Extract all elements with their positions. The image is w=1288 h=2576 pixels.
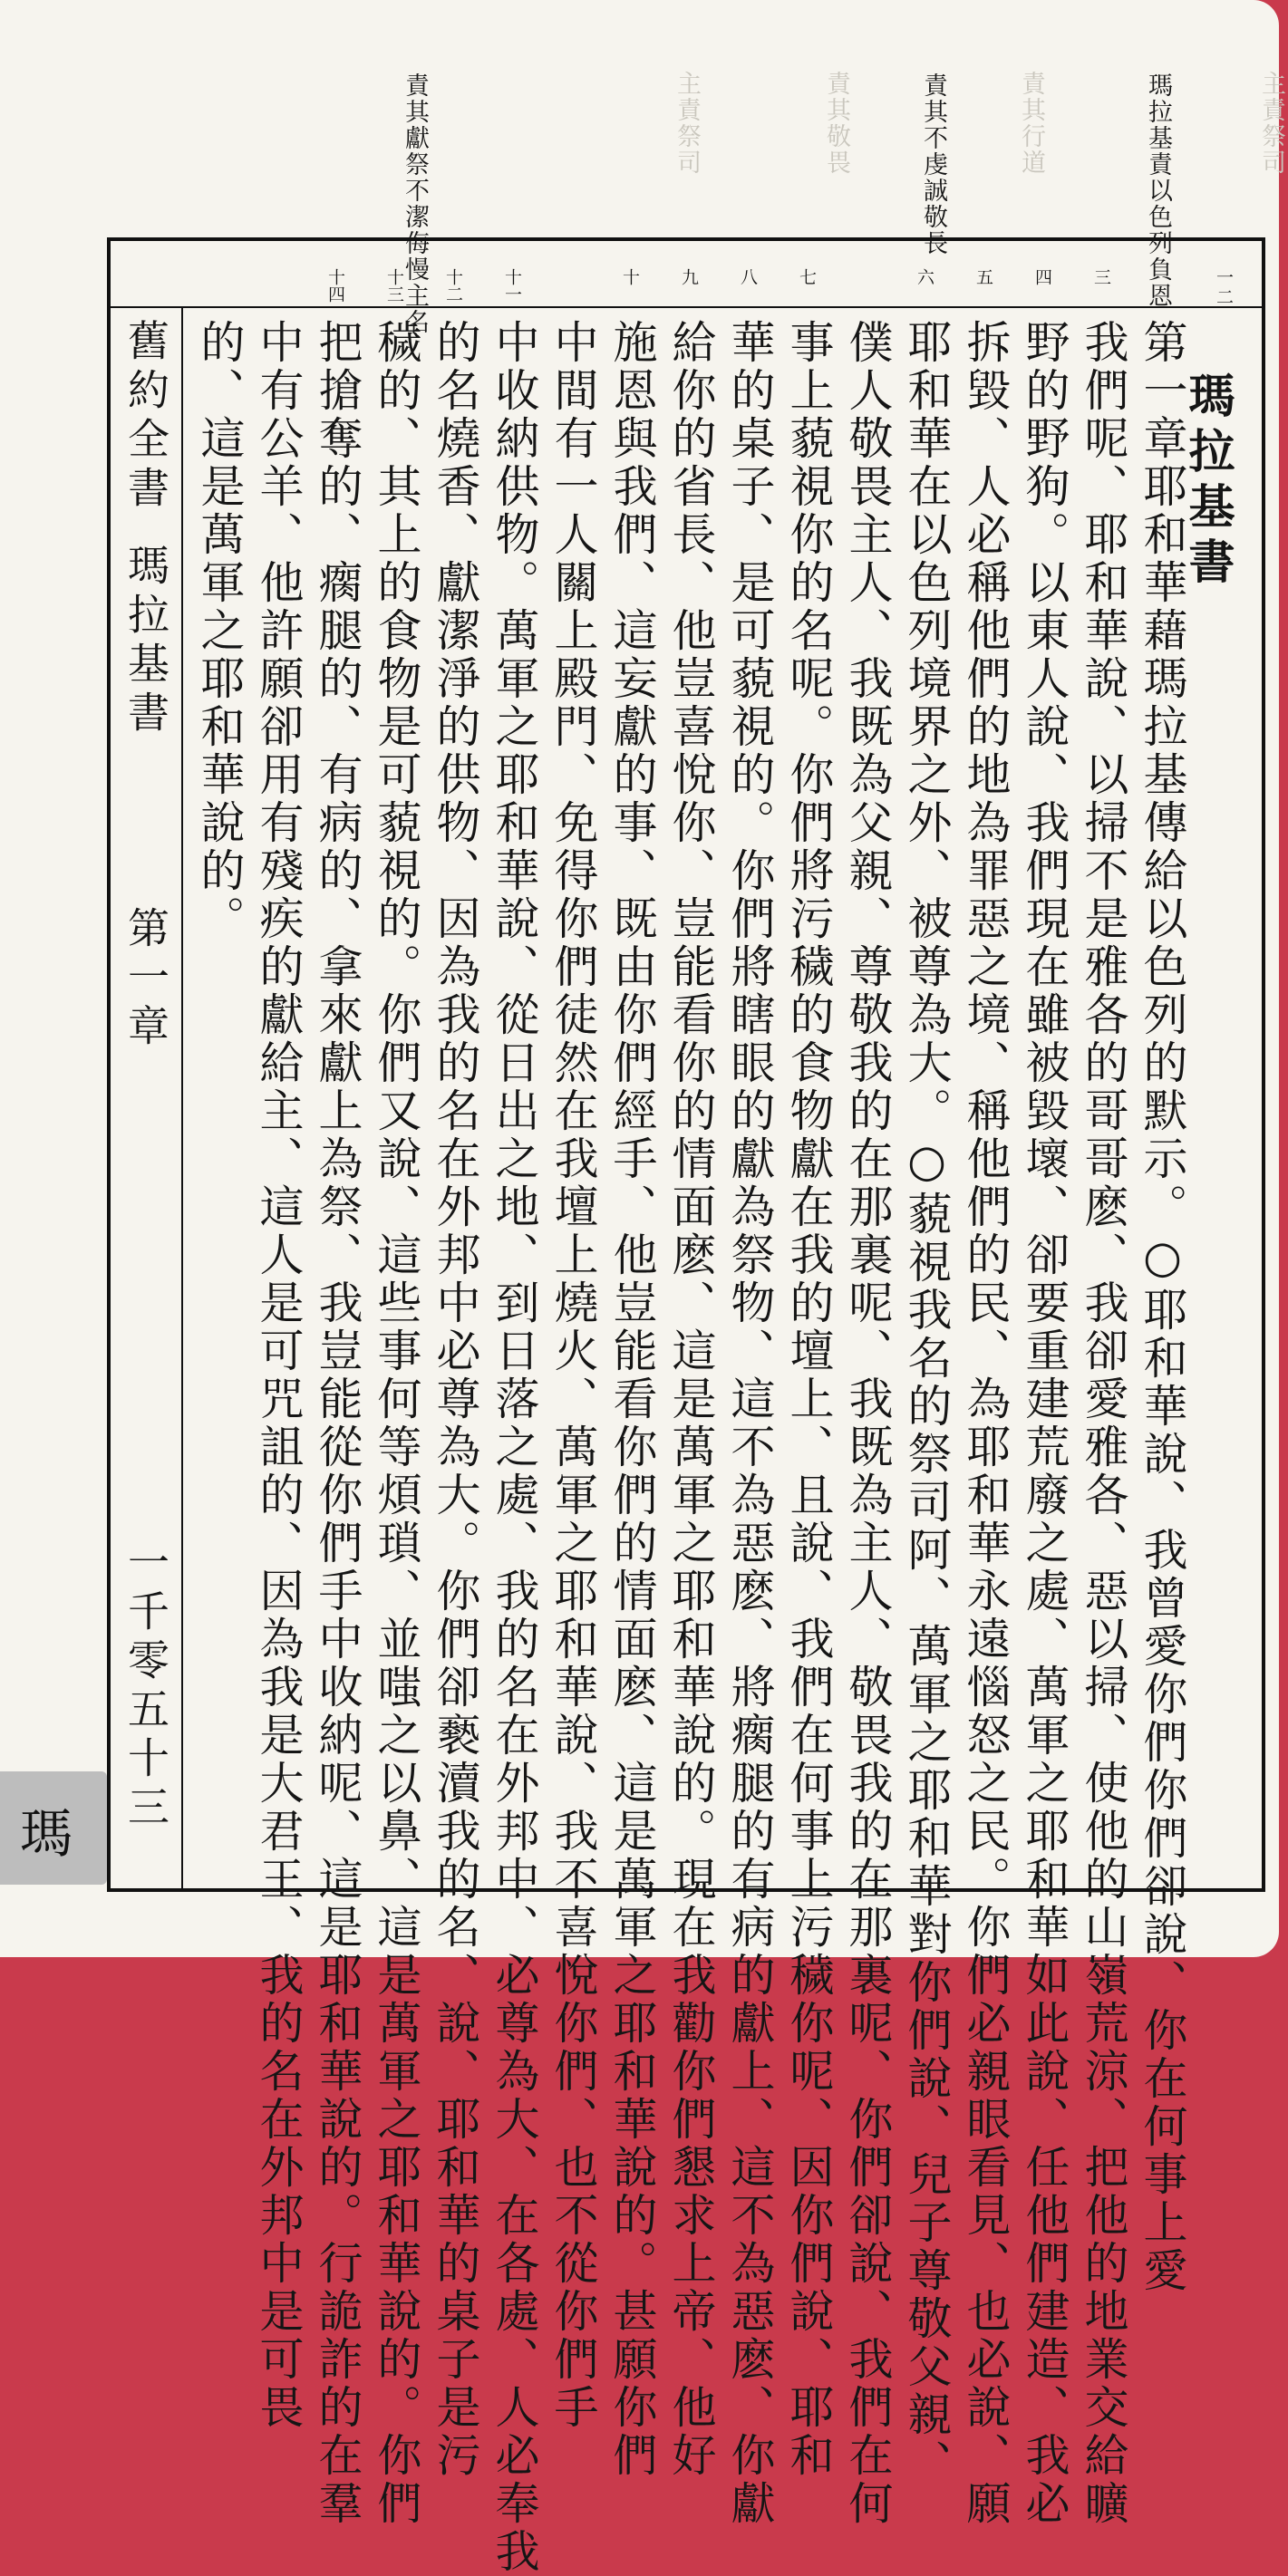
text-column: 把搶奪的、瘸腿的、有病的、拿來獻上為祭、我豈能從你們手中收納呢、這是耶和華說的。行詭詐的在羣 <box>312 319 363 2528</box>
verse-number: 十四 <box>325 268 345 303</box>
thumb-index-tab[interactable] <box>0 1771 107 1885</box>
text-column: 施恩與我們、這妄獻的事、既由你們經手、他豈能看你們的情面麽、這是萬軍之耶和華說的。甚願你們 <box>606 319 658 2480</box>
verse-number: 六 <box>915 268 935 285</box>
verse-number: 二 <box>1214 288 1234 305</box>
running-book: 瑪拉基書 <box>121 544 170 739</box>
verse-number-divider <box>107 306 1265 308</box>
text-column: 野的野狗。以東人說、我們現在雖被毀壞、卻要重建荒廢之處、萬軍之耶和華如此說、任他們建造、我必 <box>1019 319 1070 2528</box>
verse-number: 八 <box>738 268 758 285</box>
book-title: 瑪拉基書 <box>1180 371 1235 593</box>
text-column: 事上藐視你的名呢。你們將污穢的食物獻在我的壇上、且說、我們在何事上污穢你呢、因你們說、耶和 <box>783 319 835 2480</box>
margin-note: 責其不虔誠敬長 <box>919 72 947 256</box>
verse-number: 四 <box>1032 268 1052 285</box>
thumb-index-label: 瑪 <box>20 1803 73 1865</box>
faint-note: 主責祭司 <box>673 71 701 176</box>
text-column: 中收納供物。萬軍之耶和華說、從日出之地、到日落之處、我的名在外邦中、必尊為大、在各處、人必奉我 <box>489 319 540 2576</box>
verse-number: 七 <box>797 268 817 285</box>
text-column: 拆毀、人必稱他們的地為罪惡之境、稱他們的民、為耶和華永遠惱怒之民。你們必親眼看見、也必說、願 <box>960 319 1012 2528</box>
verse-number: 十二 <box>443 268 463 303</box>
faint-note: 責其行道 <box>1017 71 1045 176</box>
verse-number: 一 <box>1214 268 1234 285</box>
verse-number: 三 <box>1091 268 1111 285</box>
verse-number: 九 <box>679 268 699 285</box>
page-number: 一千零五十三 <box>121 1540 170 1834</box>
margin-note: 責其獻祭不潔侮慢主名 <box>401 72 429 335</box>
text-column: 的名燒香、獻潔淨的供物、因為我的名在外邦中必尊為大。你們卻褻瀆我的名、說、耶和華的桌子是污 <box>430 319 481 2480</box>
text-column: 耶和華在以色列境界之外、被尊為大。○藐視我名的祭司阿、萬軍之耶和華對你們說、兒子尊敬父親、 <box>901 319 953 2487</box>
side-column-divider <box>181 306 183 1892</box>
running-title: 舊約全書 <box>121 319 170 515</box>
text-column: 我們呢、耶和華說、以掃不是雅各的哥哥麽、我卻愛雅各、惡以掃、使他的山嶺荒涼、把他的地業交給曠 <box>1078 319 1129 2528</box>
running-chapter: 第一章 <box>121 906 170 1053</box>
text-column: 給你的省長、他豈喜悅你、豈能看你的情面麽、這是萬軍之耶和華說的。現在我勸你們懇求上帝、他好 <box>665 319 717 2480</box>
text-column: 華的桌子、是可藐視的。你們將瞎眼的獻為祭物、這不為惡麽、將瘸腿的有病的獻上、這不為惡麽、你獻 <box>724 319 776 2528</box>
text-column: 穢的、其上的食物是可藐視的。你們又說、這些事何等煩瑣、並嗤之以鼻、這是萬軍之耶和華說的。你們 <box>371 319 422 2528</box>
verse-number: 十三 <box>384 268 404 303</box>
text-column: 中間有一人關上殿門、免得你們徒然在我壇上燒火、萬軍之耶和華說、我不喜悅你們、也不從你們手 <box>547 319 599 2432</box>
verse-number: 十 <box>620 268 640 285</box>
verse-number: 五 <box>973 268 993 285</box>
text-column: 僕人敬畏主人、我既為父親、尊敬我的在那裏呢、我既為主人、敬畏我的在那裏呢、你們卻說、我們在何 <box>842 319 894 2528</box>
text-column: 的、這是萬軍之耶和華說的。 <box>194 319 246 943</box>
text-column: 第一章耶和華藉瑪拉基傳給以色列的默示。○耶和華說、我曾愛你們你們卻說、你在何事上愛 <box>1137 319 1188 2295</box>
faint-note: 責其敬畏 <box>822 71 850 176</box>
text-column: 中有公羊、他許願卻用有殘疾的獻給主、這人是可咒詛的、因為我是大君王、我的名在外邦中是可畏 <box>253 319 305 2432</box>
margin-note: 瑪拉基責以色列負恩 <box>1144 72 1172 309</box>
faint-note: 主責祭司 <box>1257 71 1285 176</box>
verse-number: 十一 <box>502 268 522 303</box>
